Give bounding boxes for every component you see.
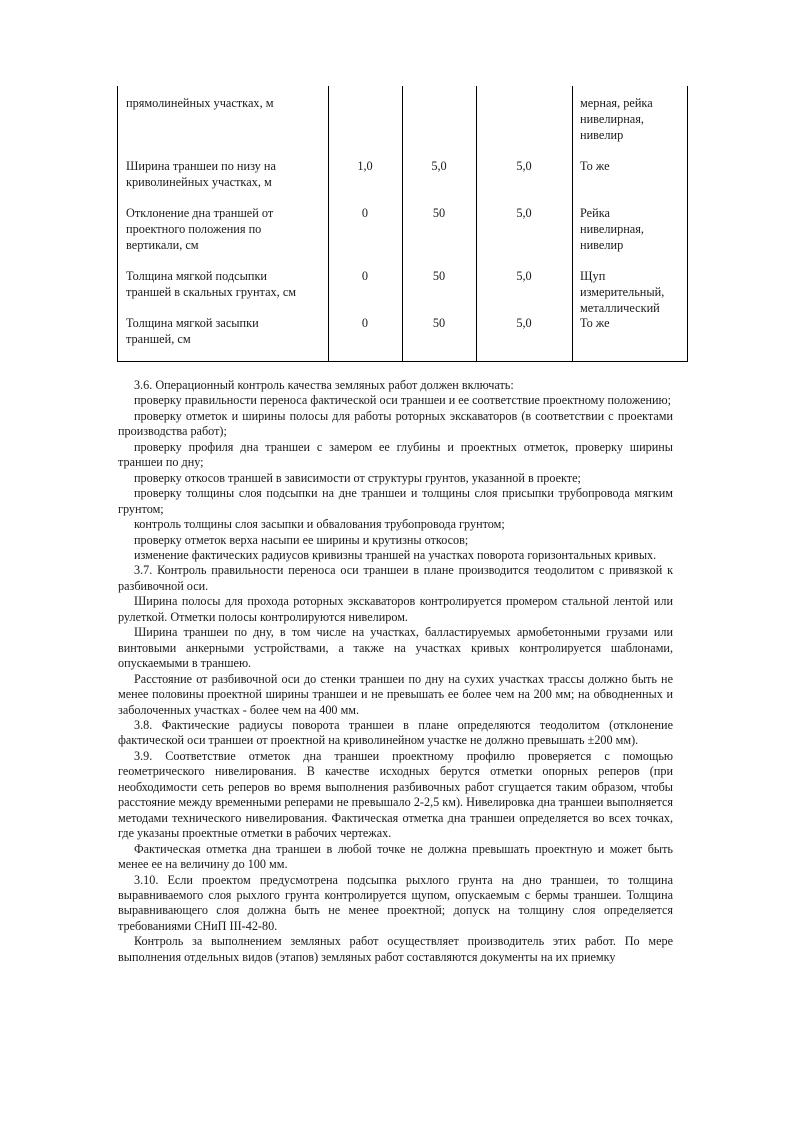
table-cell-value: 1,0 <box>357 159 373 173</box>
table-cell-value: 50 <box>432 269 446 283</box>
table-cell-value: 50 <box>432 316 446 330</box>
table-cell-value: 5,0 <box>431 159 447 173</box>
paragraph: проверку профиля дна траншеи с замером ее глубины и проектных отметок, проверку ширины траншеи по дну; <box>118 439 673 470</box>
paragraph: 3.10. Если проектом предусмотрена подсыпка рыхлого грунта на дно траншеи, то толщина выравниваемого слоя рыхлого грунта контролируется щупом, опускаемым с бермы траншеи. Толщина выравнивающего слоя должна быть не менее проектной; допуск на толщину слоя определяется требованиями СНиП III-42-80. <box>118 872 673 933</box>
paragraph: 3.7. Контроль правильности переноса оси траншеи в плане производится теодолитом с привязкой к разбивочной оси. <box>118 563 673 593</box>
body-text <box>118 378 673 965</box>
paragraph: проверку откосов траншей в зависимости от структуры грунтов, указанной в проекте; <box>134 470 581 485</box>
table-column-divider <box>572 86 573 361</box>
paragraph: Расстояние от разбивочной оси до стенки траншеи по дну на сухих участках трассы должно быть не менее половины проектной ширины траншеи и не превышать ее более чем на 200 мм; на обводненных и заболоченных участках - более чем на 400 мм. <box>118 671 673 717</box>
paragraph: 3.6. Операционный контроль качества земляных работ должен включать: <box>134 378 514 392</box>
table-column-divider <box>476 86 477 361</box>
table-cell-parameter: Толщина мягкой засыпки траншей, см <box>126 316 259 346</box>
table-column-divider <box>328 86 329 361</box>
paragraph: контроль толщины слоя засыпки и обвалования трубопровода грунтом; <box>134 517 505 532</box>
table-cell-instrument: То же <box>580 316 610 330</box>
paragraph: 3.8. Фактические радиусы поворота траншеи в плане определяются теодолитом (отклонение фактической оси траншеи от проектной на криволинейном участке не должно превышать ±200 мм). <box>118 717 673 748</box>
table-cell-parameter: прямолинейных участках, м <box>126 96 274 110</box>
table-cell-instrument: То же <box>580 159 610 173</box>
table-cell-value: 0 <box>361 316 369 330</box>
paragraph: Контроль за выполнением земляных работ осуществляет производитель этих работ. По мере выполнения отдельных видов (этапов) земляных работ составляются документы на их приемку <box>118 934 673 964</box>
table-cell-value: 50 <box>432 206 446 220</box>
table-cell-instrument: Рейка нивелирная, нивелир <box>580 206 644 252</box>
paragraph: Ширина траншеи по дну, в том числе на участках, балластируемых армобетонными грузами или винтовыми анкерными устройствами, а также на участках кривых контролируется шаблонами, опускаемыми в траншею. <box>118 625 673 671</box>
paragraph: проверку отметок верха насыпи ее ширины и крутизны откосов; <box>134 532 469 547</box>
table-column-divider <box>402 86 403 361</box>
tolerance-table <box>117 86 688 362</box>
table-cell-value: 5,0 <box>516 316 532 330</box>
paragraph: 3.9. Соответствие отметок дна траншеи проектному профилю проверяется с помощью геометрического нивелирования. В качестве исходных берутся отметки опорных реперов (при необходимости сеть реперов во время выполнения разбивочных работ сгущается таким образом, чтобы расстояние между временными реперами не превышало 2-2,5 км). Нивелировка дна траншеи выполняется методами технического нивелирования. Фактическая отметка дна траншеи определяется во всех точках, где указаны проектные отметки в рабочих чертежах. <box>118 748 673 841</box>
table-cell-value: 0 <box>361 206 369 220</box>
table-cell-instrument: мерная, рейка нивелирная, нивелир <box>580 96 653 142</box>
table-cell-instrument: Щуп измерительный, металлический <box>580 269 665 315</box>
paragraph: Ширина полосы для прохода роторных экскаваторов контролируется промером стальной лентой или рулеткой. Отметки полосы контролируются нивелиром. <box>118 594 673 624</box>
table-cell-value: 0 <box>361 269 369 283</box>
paragraph: проверку правильности переноса фактической оси траншеи и ее соответствие проектному положению; <box>134 393 672 408</box>
table-cell-parameter: Ширина траншеи по низу на криволинейных участках, м <box>126 159 276 189</box>
table-cell-value: 5,0 <box>516 159 532 173</box>
table-cell-parameter: Толщина мягкой подсыпки траншей в скальных грунтах, см <box>126 269 297 299</box>
table-cell-parameter: Отклонение дна траншей от проектного положения по вертикали, см <box>126 206 274 252</box>
paragraph: Фактическая отметка дна траншеи в любой точке не должна превышать проектную и может быть менее ее на величину до 100 мм. <box>118 841 673 872</box>
paragraph: проверку отметок и ширины полосы для работы роторных экскаваторов (в соответствии с проектами производства работ); <box>118 408 673 439</box>
paragraph: изменение фактических радиусов кривизны траншей на участках поворота горизонтальных кривых. <box>134 547 657 562</box>
paragraph: проверку толщины слоя подсыпки на дне траншеи и толщины слоя присыпки трубопровода мягким грунтом; <box>118 486 673 516</box>
table-cell-value: 5,0 <box>516 206 532 220</box>
table-cell-value: 5,0 <box>516 269 532 283</box>
